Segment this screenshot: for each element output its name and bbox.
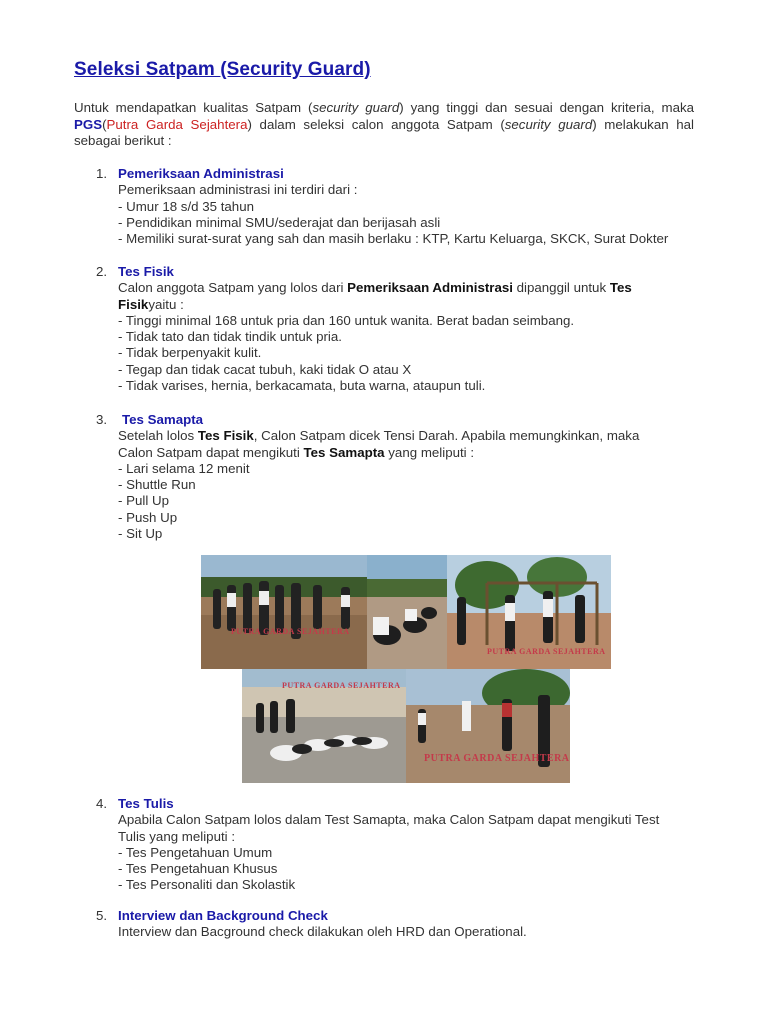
- section-tes-fisik: [96, 264, 696, 394]
- intro-text: Untuk mendapatkan kualitas Satpam (: [74, 100, 313, 115]
- desc-bold: Tes Fisik: [197, 428, 254, 444]
- list-item: - Tes Pengetahuan Khusus: [118, 861, 278, 877]
- list-item: - Tes Personaliti dan Skolastik: [118, 877, 296, 893]
- desc-bold: Tes Fisik: [118, 280, 632, 312]
- section-heading: Tes Samapta: [122, 412, 204, 427]
- section-tes-samapta: [96, 412, 696, 542]
- photo-situp: [367, 555, 447, 669]
- photo-running: [201, 555, 367, 669]
- pgs-abbrev: PGS: [74, 116, 103, 132]
- desc-text: Calon anggota Satpam yang lolos dari: [118, 280, 348, 296]
- section-heading: Tes Fisik: [118, 264, 174, 279]
- list-item: - Push Up: [118, 509, 178, 525]
- desc-bold: Pemeriksaan Administrasi: [347, 280, 513, 296]
- desc-text: yang meliputi :: [384, 444, 475, 460]
- desc-text: dipanggil untuk: [512, 280, 610, 296]
- section-heading: Pemeriksaan Administrasi: [118, 166, 284, 181]
- photo-pushup: [242, 669, 406, 783]
- intro-text: ) dalam seleksi calon anggota Satpam (: [247, 116, 505, 132]
- photo-watermark: PUTRA GARDA SEJAHTERA: [424, 753, 570, 764]
- section-desc: Apabila Calon Satpam lolos dalam Test Samapta, maka Calon Satpam dapat mengikuti Test Tulis yang meliputi :: [118, 812, 660, 844]
- photo-watermark: PUTRA GARDA SEJAHTERA: [231, 627, 350, 636]
- pgs-full-name: Putra Garda Sejahtera: [106, 116, 248, 132]
- section-heading: Interview dan Background Check: [118, 908, 328, 923]
- list-number: 4.: [96, 796, 108, 811]
- desc-text: , Calon Satpam dicek Tensi Darah. Apabila memungkinkan, maka Calon Satpam dapat mengikuti: [118, 428, 640, 460]
- desc-text: Setelah lolos: [118, 428, 198, 444]
- section-desc: Interview dan Bacground check dilakukan oleh HRD dan Operational.: [118, 924, 527, 940]
- list-item: - Tidak berpenyakit kulit.: [118, 345, 262, 361]
- section-tes-tulis: [96, 796, 696, 894]
- photo-shuttle-run: [406, 669, 570, 783]
- list-number: 1.: [96, 166, 108, 181]
- list-item: - Umur 18 s/d 35 tahun: [118, 198, 254, 214]
- desc-bold: Tes Samapta: [303, 444, 385, 460]
- photo-watermark: PUTRA GARDA SEJAHTERA: [282, 681, 401, 690]
- intro-text: ) melakukan hal sebagai berikut :: [74, 116, 695, 148]
- photo-collage: [201, 555, 611, 783]
- section-heading: Tes Tulis: [118, 796, 174, 811]
- intro-em: security guard: [312, 100, 400, 115]
- list-number: 3.: [96, 412, 108, 427]
- list-item: - Pendidikan minimal SMU/sederajat dan berijasah asli: [118, 214, 441, 230]
- photo-watermark: PUTRA GARDA SEJAHTERA: [487, 647, 606, 656]
- list-item: - Tegap dan tidak cacat tubuh, kaki tidak O atau X: [118, 361, 412, 377]
- photo-pullup: [447, 555, 611, 669]
- intro-text: (: [102, 116, 107, 132]
- list-number: 2.: [96, 264, 108, 279]
- section-desc: [118, 280, 658, 313]
- list-item: - Pull Up: [118, 493, 169, 509]
- section-desc: Pemeriksaan administrasi ini terdiri dari :: [118, 182, 358, 198]
- section-interview: [96, 908, 696, 941]
- list-item: - Tidak varises, hernia, berkacamata, buta warna, ataupun tuli.: [118, 378, 486, 394]
- list-item: - Lari selama 12 menit: [118, 460, 250, 476]
- section-administrasi: [96, 166, 696, 247]
- intro-paragraph: [74, 100, 694, 150]
- desc-text: yaitu :: [148, 296, 184, 312]
- section-desc: [118, 428, 668, 461]
- list-item: - Tinggi minimal 168 untuk pria dan 160 untuk wanita. Berat badan seimbang.: [118, 312, 575, 328]
- list-item: - Shuttle Run: [118, 477, 196, 493]
- intro-em: security guard: [504, 116, 593, 132]
- intro-text: ) yang tinggi dan sesuai dengan kriteria, maka: [399, 100, 695, 115]
- list-item: - Sit Up: [118, 526, 163, 542]
- list-item: - Tidak tato dan tidak tindik untuk pria.: [118, 329, 342, 345]
- list-item: - Tes Pengetahuan Umum: [118, 844, 273, 860]
- list-number: 5.: [96, 908, 108, 923]
- list-item: - Memiliki surat-surat yang sah dan masih berlaku : KTP, Kartu Keluarga, SKCK, Surat Dokter: [118, 231, 669, 247]
- page-title: Seleksi Satpam (Security Guard): [74, 59, 371, 80]
